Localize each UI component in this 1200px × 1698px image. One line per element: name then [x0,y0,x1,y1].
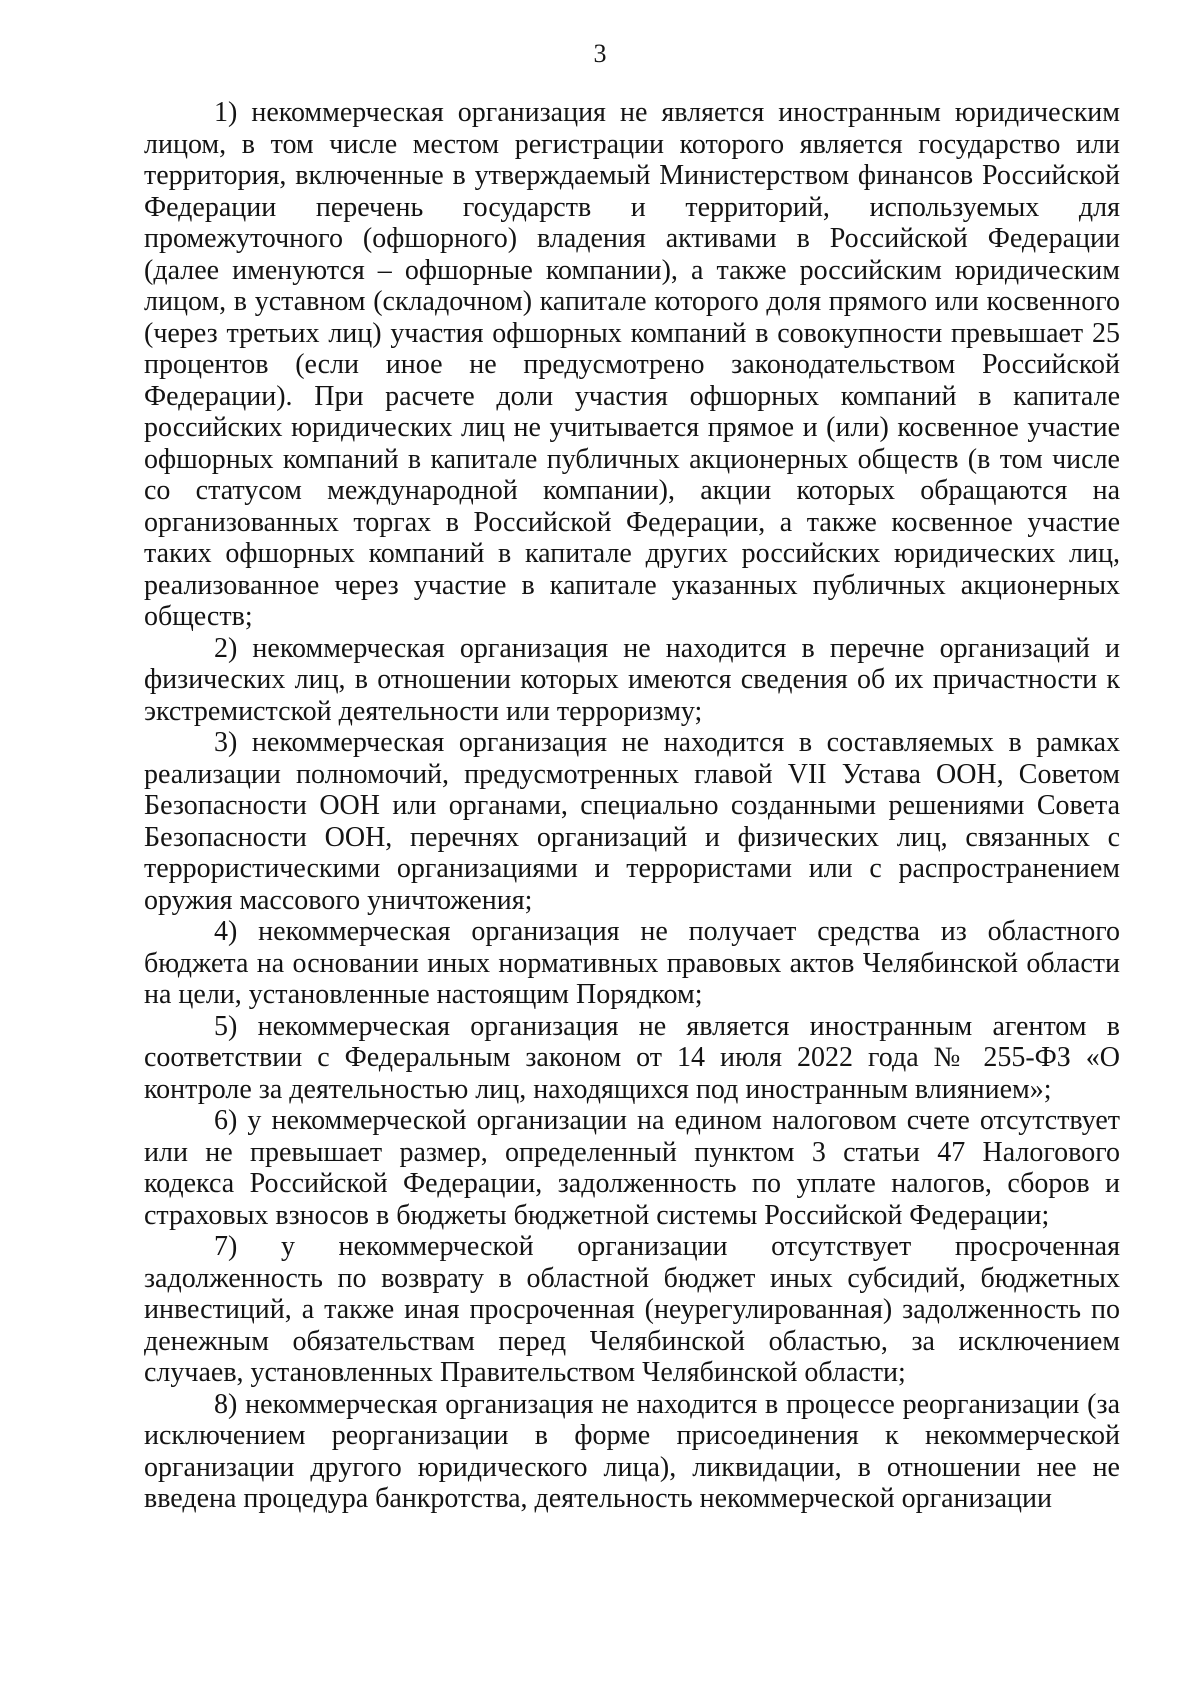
page-number: 3 [593,39,607,68]
document-body [144,97,1120,1515]
paragraph-item-7: 7) у некоммерческой организации отсутствует просроченная задолженность по возврату в областной бюджет иных субсидий, бюджетных инвестиций, а также иная просроченная (неурегулированная) задолженность по денежным обязательствам перед Челябинской областью, за исключением случаев, установленных Правительством Челябинской области; [144,1231,1120,1388]
paragraph-item-8: 8) некоммерческая организация не находится в процессе реорганизации (за исключением реорганизации в форме присоединения к некоммерческой организации другого юридического лица), ликвидации, в отношении нее не введена процедура банкротства, деятельность некоммерческой организации [144,1388,1120,1514]
paragraph-item-5: 5) некоммерческая организация не является иностранным агентом в соответствии с Федеральным законом от 14 июля 2022 года № 255-ФЗ «О контроле за деятельностью лиц, находящихся под иностранным влиянием»; [144,1010,1120,1105]
paragraph-item-6: 6) у некоммерческой организации на едином налоговом счете отсутствует или не превышает размер, определенный пунктом 3 статьи 47 Налогового кодекса Российской Федерации, задолженность по уплате налогов, сборов и страховых взносов в бюджеты бюджетной системы Российской Федерации; [144,1105,1120,1231]
paragraph-item-1: 1) некоммерческая организация не является иностранным юридическим лицом, в том числе местом регистрации которого является государство или территория, включенные в утверждаемый Министерством финансов Российской Федерации перечень государств и территорий, используемых для промежуточного (офшорного) владения активами в Российской Федерации (далее именуются – офшорные компании), а также российским юридическим лицом, в уставном (складочном) капитале которого доля прямого или косвенного (через третьих лиц) участия офшорных компаний в совокупности превышает 25 процентов (если иное не предусмотрено законодательством Российской Федерации). При расчете доли участия офшорных компаний в капитале российских юридических лиц не учитывается прямое и (или) косвенное участие офшорных компаний в капитале публичных акционерных обществ (в том числе со статусом международной компании), акции которых обращаются на организованных торгах в Российской Федерации, а также косвенное участие таких офшорных компаний в капитале других российских юридических лиц, реализованное через участие в капитале указанных публичных акционерных обществ; [144,97,1120,632]
paragraph-item-2: 2) некоммерческая организация не находится в перечне организаций и физических лиц, в отношении которых имеются сведения об их причастности к экстремистской деятельности или терроризму; [144,632,1120,727]
paragraph-item-3: 3) некоммерческая организация не находится в составляемых в рамках реализации полномочий, предусмотренных главой VII Устава ООН, Советом Безопасности ООН или органами, специально созданными решениями Совета Безопасности ООН, перечнях организаций и физических лиц, связанных с террористическими организациями и террористами или с распространением оружия массового уничтожения; [144,727,1120,916]
paragraph-item-4: 4) некоммерческая организация не получает средства из областного бюджета на основании иных нормативных правовых актов Челябинской области на цели, установленные настоящим Порядком; [144,916,1120,1010]
